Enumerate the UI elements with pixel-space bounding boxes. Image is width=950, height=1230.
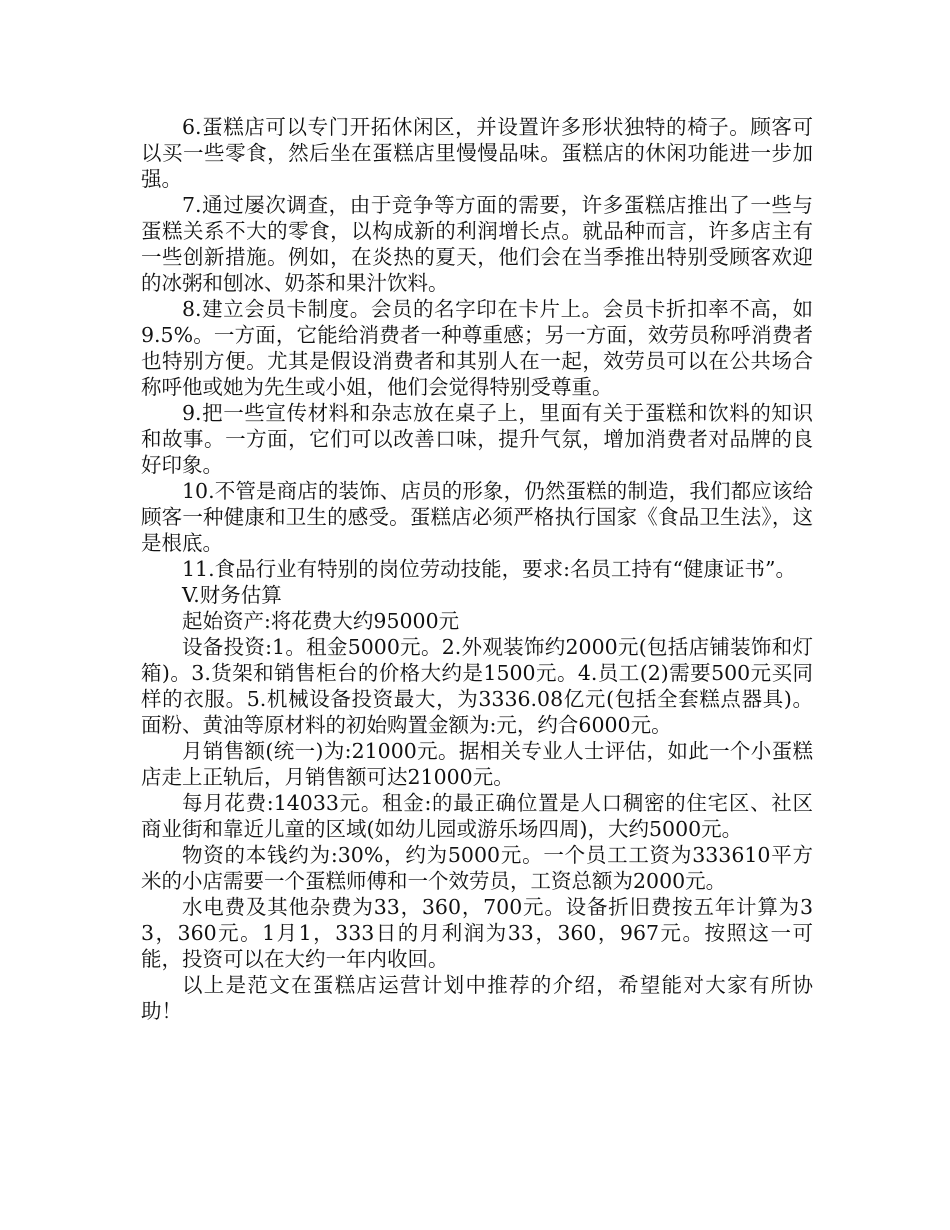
paragraph-utilities: 水电费及其他杂费为33，360，700元。设备折旧费按五年计算为33，360元。1月1，333日的月利润为33，360，967元。按照这一可能，投资可以在大约一年内收回。 [141,895,813,971]
paragraph-item-6: 6.蛋糕店可以专门开拓休闲区，并设置许多形状独特的椅子。顾客可以买一些零食，然后坐在蛋糕店里慢慢品味。蛋糕店的休闲功能进一步加强。 [141,115,813,191]
paragraph-monthly-sales: 月销售额(统一)为:21000元。据相关专业人士评估，如此一个小蛋糕店走上正轨后，月销售额可达21000元。 [141,739,813,789]
paragraph-monthly-cost: 每月花费:14033元。租金:的最正确位置是人口稠密的住宅区、社区商业街和靠近儿童的区域(如幼儿园或游乐场四周)，大约5000元。 [141,791,813,841]
document-body [141,114,813,1024]
paragraph-equipment-investment: 设备投资:1。租金5000元。2.外观装饰约2000元(包括店铺装饰和灯箱)。3.货架和销售柜台的价格大约是1500元。4.员工(2)需要500元买同样的衣服。5.机械设备投资最大，为3336.08亿元(包括全套糕点器具)。面粉、黄油等原材料的初始购置金额为:元，约合6000元。 [141,635,813,737]
paragraph-item-11: 11.食品行业有特别的岗位劳动技能，要求:名员工持有“健康证书”。 [182,557,796,581]
section-heading-finance: V.财务估算 [182,583,282,607]
paragraph-item-9: 9.把一些宣传材料和杂志放在桌子上，里面有关于蛋糕和饮料的知识和故事。一方面，它们可以改善口味，提升气氛，增加消费者对品牌的良好印象。 [141,401,813,477]
paragraph-start-assets: 起始资产:将花费大约95000元 [182,609,460,633]
paragraph-item-7: 7.通过屡次调查，由于竞争等方面的需要，许多蛋糕店推出了一些与蛋糕关系不大的零食，以构成新的利润增长点。就品种而言，许多店主有一些创新措施。例如，在炎热的夏天，他们会在当季推出特别受顾客欢迎的冰粥和刨冰、奶茶和果汁饮料。 [141,193,813,295]
paragraph-material-cost: 物资的本钱约为:30%，约为5000元。一个员工工资为333610平方米的小店需要一个蛋糕师傅和一个效劳员，工资总额为2000元。 [141,843,813,893]
paragraph-item-8: 8.建立会员卡制度。会员的名字印在卡片上。会员卡折扣率不高，如9.5%。一方面，它能给消费者一种尊重感；另一方面，效劳员称呼消费者也特别方便。尤其是假设消费者和其别人在一起，效劳员可以在公共场合称呼他或她为先生或小姐，他们会觉得特别受尊重。 [141,297,813,399]
paragraph-item-10: 10.不管是商店的装饰、店员的形象，仍然蛋糕的制造，我们都应该给顾客一种健康和卫生的感受。蛋糕店必须严格执行国家《食品卫生法》，这是根底。 [141,479,813,555]
paragraph-closing: 以上是范文在蛋糕店运营计划中推荐的介绍，希望能对大家有所协助！ [141,973,813,1023]
